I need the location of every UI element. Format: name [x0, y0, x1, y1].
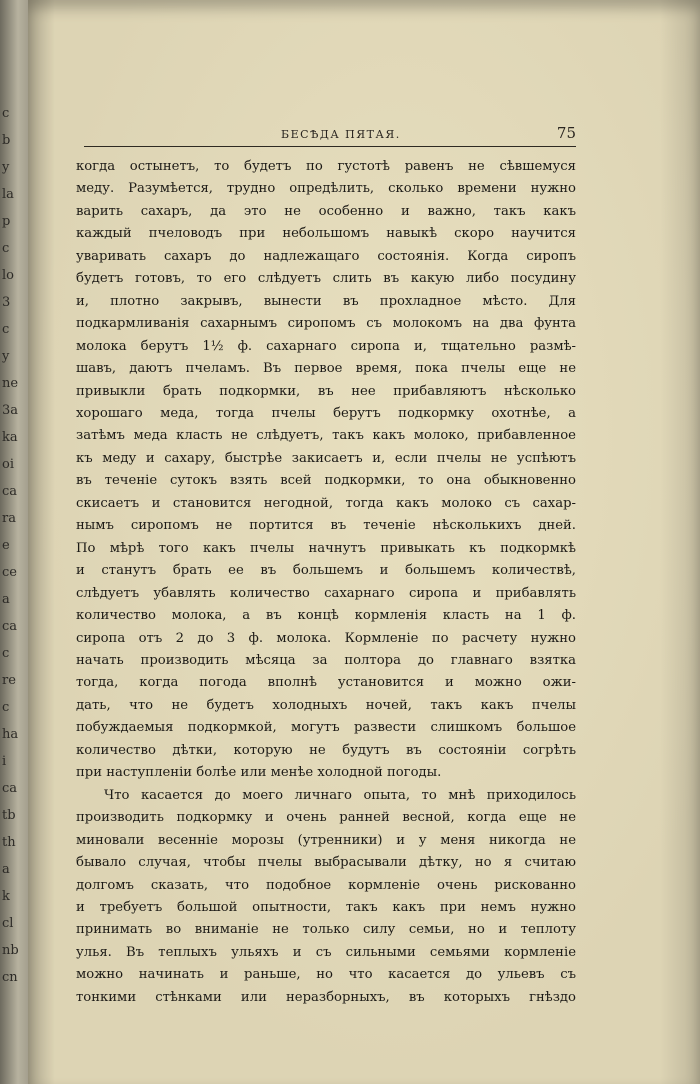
left-page-fragment: e [2, 538, 10, 553]
text-line: слѣдуетъ убавлять количество сахарнаго сиропа и прибавлять [76, 585, 576, 601]
text-line: Что касается до моего личнаго опыта, то мнѣ приходилось [104, 787, 576, 803]
left-page-fragment: nb [2, 943, 19, 958]
chapter-title: БЕСѢДА ПЯТАЯ. [281, 128, 401, 141]
left-page-fragment: c [2, 106, 10, 121]
left-page-fragment: c [2, 241, 10, 256]
text-line: По мѣрѣ того какъ пчелы начнутъ привыкать къ подкормкѣ [76, 540, 576, 556]
paragraph [76, 785, 576, 1010]
left-page-fragment: oi [2, 457, 14, 472]
text-line: бывало случая, чтобы пчелы выбрасывали дѣтку, но я считаю [76, 855, 576, 871]
text-line: уваривать сахаръ до надлежащаго состоянія. Когда сиропъ [76, 248, 576, 264]
text-line: побуждаемыя подкормкой, могутъ развести слишкомъ большое [76, 720, 576, 736]
body-text [76, 156, 576, 1009]
text-line: и требуетъ большой опытности, такъ какъ при немъ нужно [76, 899, 576, 915]
running-header [84, 124, 576, 147]
text-line: улья. Въ теплыхъ ульяхъ и съ сильными семьями кормленіе [76, 944, 576, 960]
text-line: количество молока, а въ концѣ кормленія класть на 1 ф. [76, 608, 576, 624]
text-line: производить подкормку и очень ранней весной, когда еще не [76, 810, 576, 826]
text-line: при наступленіи болѣе или менѣе холодной погоды. [76, 765, 442, 781]
text-line: подкармливанія сахарнымъ сиропомъ съ молокомъ на два фунта [76, 316, 576, 332]
text-line: молока берутъ 1½ ф. сахарнаго сиропа и, тщательно размѣ- [76, 338, 576, 354]
left-page-fragment: ca [2, 619, 18, 634]
text-line: можно начинать и раньше, но что касается до ульевъ съ [76, 967, 576, 983]
left-page-fragment: p [2, 214, 11, 229]
text-line: меду. Разумѣется, трудно опредѣлить, сколько времени нужно [76, 181, 576, 197]
left-page-fragment: cn [2, 970, 18, 985]
text-line: будетъ готовъ, то его слѣдуетъ слить въ какую либо посудину [76, 271, 576, 287]
text-line: скисаетъ и становится негодной, тогда какъ молоко съ сахар- [76, 495, 576, 511]
paragraph [76, 156, 576, 785]
left-page-fragment: tb [2, 808, 16, 823]
text-line: привыкли брать подкормки, въ нее прибавляютъ нѣсколько [76, 383, 576, 399]
left-page-fragment: y [2, 160, 10, 175]
left-page-fragment: ha [2, 727, 19, 742]
text-line: когда остынетъ, то будетъ по густотѣ равенъ не сѣвшемуся [76, 159, 576, 174]
left-page-fragment: th [2, 835, 16, 850]
left-page-fragment: a [2, 862, 10, 877]
left-page-fragment: c [2, 646, 10, 661]
text-line: дать, что не будетъ холодныхъ ночей, такъ какъ пчелы [76, 697, 576, 713]
text-line: принимать во вниманіе не только силу семьи, но и теплоту [76, 922, 576, 938]
left-page-fragment: ka [2, 430, 18, 445]
text-line: количество дѣтки, которую не будутъ въ состояніи согрѣть [76, 742, 576, 758]
text-line: нымъ сиропомъ не портится въ теченіе нѣсколькихъ дней. [76, 518, 576, 534]
left-page-fragment: ca [2, 484, 18, 499]
left-page-fragment: b [2, 133, 11, 148]
text-line: хорошаго меда, тогда пчелы берутъ подкормку охотнѣе, а [76, 405, 576, 421]
text-line: затѣмъ меда класть не слѣдуетъ, такъ какъ молоко, прибавленное [76, 428, 576, 444]
left-page-fragment: 3 [2, 295, 11, 310]
left-page-fragment: a [2, 592, 10, 607]
left-page-fragment: ra [2, 511, 16, 526]
text-line: тогда, когда погода вполнѣ установится и можно ожи- [76, 675, 576, 691]
left-page-fragment: lo [2, 268, 14, 283]
left-page-fragment: ce [2, 565, 17, 580]
left-page-fragment: re [2, 673, 16, 688]
text-line: тонкими стѣнками или неразборныхъ, въ которыхъ гнѣздо [76, 989, 576, 1005]
page-number: 75 [556, 124, 576, 142]
left-page-fragment: la [2, 187, 14, 202]
text-line: къ меду и сахару, быстрѣе закисаетъ и, если пчелы не успѣютъ [76, 450, 576, 466]
text-line: сиропа отъ 2 до 3 ф. молока. Кормленіе по расчету нужно [76, 630, 576, 646]
text-line: миновали весенніе морозы (утренники) и у меня никогда не [76, 832, 576, 848]
text-line: каждый пчеловодъ при небольшомъ навыкѣ скоро научится [76, 226, 576, 242]
left-page-fragment: 3a [2, 403, 19, 418]
left-page-fragment: c [2, 700, 10, 715]
text-line: варить сахаръ, да это не особенно и важно, такъ какъ [76, 203, 576, 219]
text-line: въ теченіе сутокъ взять всей подкормки, то она обыкновенно [76, 473, 576, 489]
left-page-fragment: y [2, 349, 10, 364]
text-line: и станутъ брать ее въ большемъ и большемъ количествѣ, [76, 563, 576, 579]
text-line: и, плотно закрывъ, вынести въ прохладное мѣсто. Для [76, 293, 576, 309]
left-page-fragment: k [2, 889, 10, 904]
left-page-fragment: i [2, 754, 7, 769]
left-page-fragment: c [2, 322, 10, 337]
text-line: долгомъ сказать, что подобное кормленіе очень рискованно [76, 877, 576, 893]
text-line: шавъ, даютъ пчеламъ. Въ первое время, пока пчелы еще не [76, 361, 576, 377]
text-line: начать производить мѣсяца за полтора до главнаго взятка [76, 652, 576, 668]
book-page [28, 0, 700, 1084]
left-page-fragment: ca [2, 781, 18, 796]
left-page-fragment: ne [2, 376, 19, 391]
left-page-fragment: cl [2, 916, 14, 931]
